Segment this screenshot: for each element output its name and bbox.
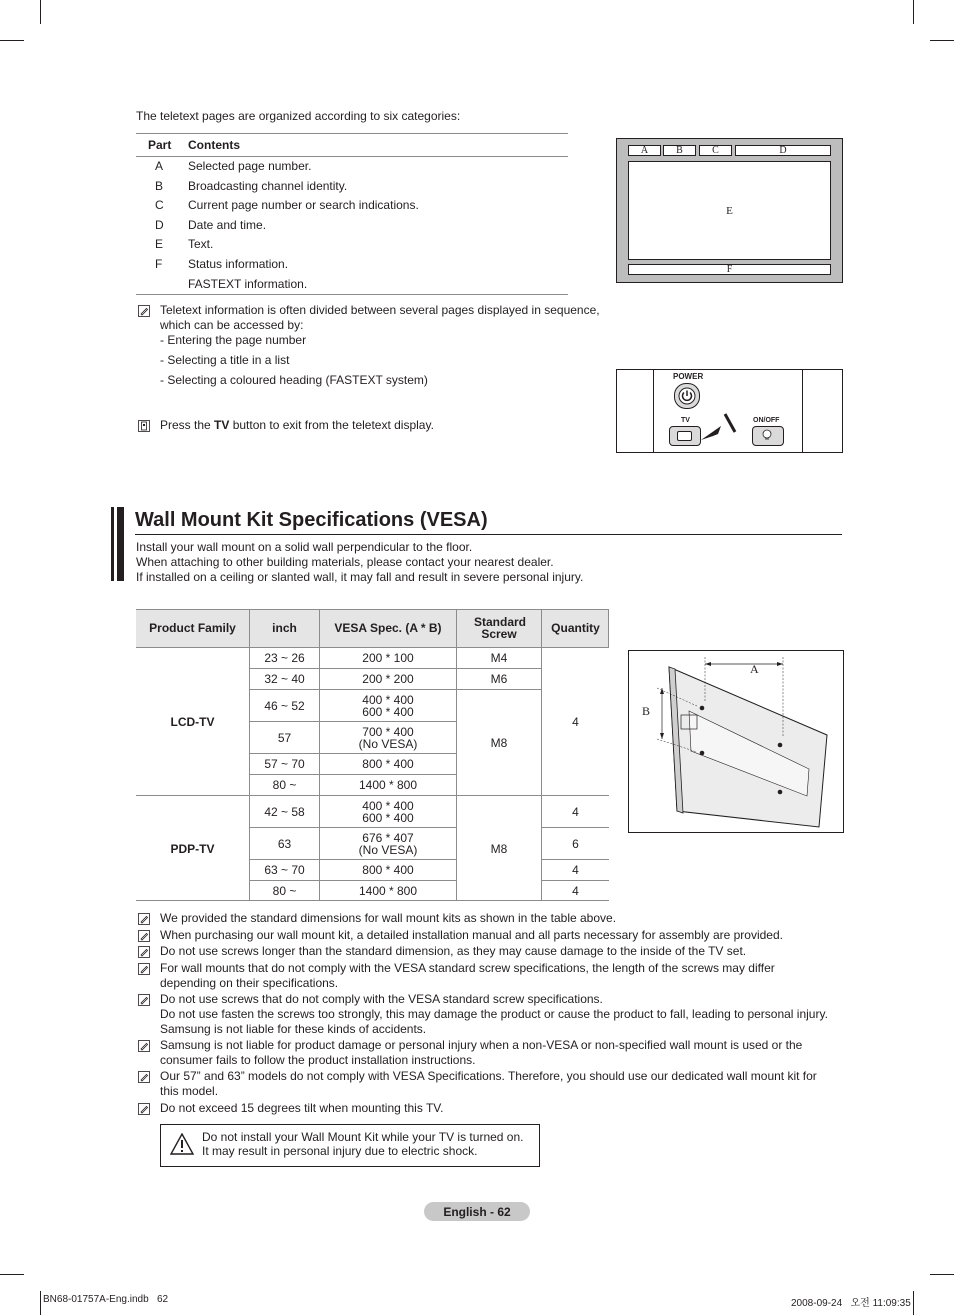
intro-text: The teletext pages are organized according to six categories: xyxy=(136,109,461,123)
crop-mark xyxy=(930,1274,954,1275)
spec-line: 600 * 400 xyxy=(362,810,414,825)
warning-icon xyxy=(170,1133,194,1155)
note-text: Samsung is not liable for product damage or personal injury when a non-VESA or non-specified wall mount is used or the xyxy=(160,1038,803,1052)
wall-mount-diagram xyxy=(628,650,844,833)
spec-cell xyxy=(320,722,456,753)
spec-line: (No VESA) xyxy=(358,842,418,857)
label-a: A xyxy=(640,145,649,156)
label-e: E xyxy=(726,204,733,217)
grid-line xyxy=(136,647,609,648)
family-lcd: LCD-TV xyxy=(170,714,215,729)
spec-cell: 800 * 400 xyxy=(362,757,414,771)
note-icon xyxy=(138,994,150,1006)
spec-cell xyxy=(320,828,456,859)
spec-cell: 1400 * 800 xyxy=(358,884,418,898)
spec-cell xyxy=(320,796,456,827)
note-text: Samsung is not liable for these kinds of accidents. xyxy=(160,1022,427,1036)
bullet-text: Selecting a title in a list xyxy=(167,353,290,367)
spec-cell: 800 * 400 xyxy=(362,863,414,877)
grid-line xyxy=(136,900,609,901)
screw-cell: M8 xyxy=(490,735,508,750)
screen-box-b xyxy=(663,145,696,156)
note-text: consumer fails to follow the product installation instructions. xyxy=(160,1053,476,1067)
quantity-cell: 4 xyxy=(572,884,579,898)
spec-line: 400 * 400 xyxy=(362,692,414,707)
inch-cell: 63 ~ 70 xyxy=(264,863,305,877)
spec-cell: 200 * 100 xyxy=(362,651,414,665)
dimension-label-b: B xyxy=(642,704,651,718)
tv-note-pre: Press the xyxy=(160,418,215,432)
spec-cell: 200 * 200 xyxy=(362,672,414,686)
parts-header-contents: Contents xyxy=(188,138,240,152)
part-letter: A xyxy=(155,159,164,173)
note-icon xyxy=(138,1103,150,1115)
spec-cell xyxy=(320,690,456,721)
grid-line xyxy=(250,880,457,881)
quantity-cell: 6 xyxy=(572,836,579,851)
inch-cell: 63 xyxy=(277,836,292,851)
install-text-line: If installed on a ceiling or slanted wall, it may fall and result in severe personal injury. xyxy=(136,570,584,584)
quantity-cell: 4 xyxy=(572,714,579,729)
note-icon xyxy=(138,963,150,975)
note-icon xyxy=(138,1071,150,1083)
tv-note xyxy=(160,418,434,433)
parts-header-part: Part xyxy=(148,138,172,152)
warning-line2: It may result in personal injury due to electric shock. xyxy=(202,1144,478,1158)
screw-cell: M4 xyxy=(490,651,508,665)
part-letter: F xyxy=(155,257,163,271)
grid-line xyxy=(542,880,609,881)
part-contents: Text. xyxy=(188,237,214,252)
vesa-header-cell: Product Family xyxy=(136,609,249,647)
spec-line: 676 * 407 xyxy=(362,830,414,845)
crop-mark xyxy=(0,1274,24,1275)
grid-line xyxy=(456,609,457,901)
teletext-note-line2: which can be accessed by: xyxy=(160,318,304,332)
note-icon xyxy=(138,913,150,925)
teletext-bullet: - Selecting a coloured heading (FASTEXT system) xyxy=(160,373,428,387)
inch-cell: 23 ~ 26 xyxy=(264,651,305,665)
vesa-header-cell: inch xyxy=(250,609,319,647)
note-text: Do not use fasten the screws too strongly, this may damage the product or cause the product to fall, leading to personal injury. xyxy=(160,1007,828,1021)
grid-line xyxy=(250,859,457,860)
inch-cell: 80 ~ xyxy=(272,778,297,792)
grid-line xyxy=(136,795,609,796)
teletext-bullet: - Entering the page number xyxy=(160,333,307,347)
screw-cell: M6 xyxy=(490,672,508,686)
grid-line xyxy=(250,668,541,669)
grid-line xyxy=(542,859,609,860)
screen-box-d xyxy=(735,145,831,156)
grid-line xyxy=(319,609,320,901)
standard-screw-header: Standard Screw xyxy=(474,615,527,641)
dimension-label-a: A xyxy=(750,662,759,676)
table-rule xyxy=(136,133,568,134)
grid-line xyxy=(250,774,457,775)
vesa-header-cell xyxy=(457,609,541,647)
part-contents: FASTEXT information. xyxy=(188,276,308,291)
part-letter: B xyxy=(155,178,164,193)
note-text: depending on their specifications. xyxy=(160,976,339,990)
note-icon xyxy=(138,946,150,958)
light-icon xyxy=(761,428,773,442)
tv-label: TV xyxy=(681,417,690,424)
grid-line xyxy=(250,827,457,828)
inch-cell: 46 ~ 52 xyxy=(264,698,305,713)
note-icon xyxy=(138,1040,150,1052)
part-contents: Broadcasting channel identity. xyxy=(188,178,348,193)
grid-line xyxy=(250,753,457,754)
crop-mark xyxy=(40,1291,41,1315)
family-pdp: PDP-TV xyxy=(170,841,215,856)
note-text: Our 57” and 63” models do not comply with VESA Specifications. Therefore, you should use our dedicated wall mount kit for xyxy=(160,1069,817,1083)
section-title: Wall Mount Kit Specifications (VESA) xyxy=(135,509,488,531)
note-text: When purchasing our wall mount kit, a detailed installation manual and all parts necessary for assembly are provided. xyxy=(160,928,783,942)
title-bar-mark xyxy=(117,507,124,581)
crop-mark xyxy=(930,40,954,41)
part-letter: D xyxy=(155,217,164,232)
grid-line xyxy=(136,609,609,610)
onoff-label: ON/OFF xyxy=(753,417,780,424)
footer-file: BN68-01757A-Eng.indb 62 xyxy=(43,1294,169,1305)
part-contents: Current page number or search indications. xyxy=(188,198,419,213)
label-c: C xyxy=(712,145,719,156)
inch-cell: 80 ~ xyxy=(272,884,297,898)
remote-illustration xyxy=(616,369,843,453)
spec-line: 600 * 400 xyxy=(362,704,414,719)
screw-cell: M8 xyxy=(490,841,508,856)
spec-line: (No VESA) xyxy=(358,736,418,751)
spec-line: 400 * 400 xyxy=(362,798,414,813)
note-icon xyxy=(138,305,150,317)
note-text: For wall mounts that do not comply with the VESA standard screw specifications, the length of the screws may differ xyxy=(160,961,775,975)
quantity-cell: 4 xyxy=(572,804,579,819)
quantity-cell: 4 xyxy=(572,863,579,877)
note-text: Do not use screws that do not comply with the VESA standard screw specifications. xyxy=(160,992,603,1006)
grid-line xyxy=(249,609,250,901)
inch-cell: 32 ~ 40 xyxy=(264,672,305,686)
title-bar-mark xyxy=(111,507,114,581)
crop-mark xyxy=(0,40,24,41)
screen-box-a xyxy=(628,145,661,156)
table-rule xyxy=(136,156,568,157)
crop-mark xyxy=(913,1291,914,1315)
crop-mark xyxy=(913,0,914,24)
screen-box-f xyxy=(628,264,831,275)
vesa-header-cell: VESA Spec. (A * B) xyxy=(320,609,456,647)
spec-line: 700 * 400 xyxy=(362,724,414,739)
part-letter: C xyxy=(155,198,164,213)
screen-box-e xyxy=(628,161,831,260)
note-text: We provided the standard dimensions for wall mount kits as shown in the table above. xyxy=(160,911,617,925)
vesa-table xyxy=(136,609,609,901)
bullet-text: Entering the page number xyxy=(167,333,307,347)
tv-note-bold: TV xyxy=(214,418,230,432)
note-text: Do not use screws longer than the standard dimension, as they may cause damage to the inside of the TV set. xyxy=(160,944,747,958)
inch-cell: 42 ~ 58 xyxy=(264,804,305,819)
power-label: POWER xyxy=(673,372,704,381)
label-f: F xyxy=(726,264,733,275)
grid-line xyxy=(541,609,542,901)
grid-line xyxy=(542,827,609,828)
power-icon xyxy=(678,387,696,405)
table-rule xyxy=(136,294,568,295)
vesa-header-cell: Quantity xyxy=(542,609,609,647)
bullet-text: Selecting a coloured heading (FASTEXT system) xyxy=(167,373,428,387)
part-contents: Date and time. xyxy=(188,217,267,232)
grid-line xyxy=(250,689,541,690)
install-text-line: Install your wall mount on a solid wall perpendicular to the floor. xyxy=(136,540,473,554)
install-text-line: When attaching to other building materials, please contact your nearest dealer. xyxy=(136,555,554,569)
warning-box xyxy=(160,1124,540,1167)
title-underline xyxy=(135,534,842,535)
label-b: B xyxy=(676,145,683,156)
warning-line1: Do not install your Wall Mount Kit while your TV is turned on. xyxy=(202,1130,524,1144)
remote-icon xyxy=(138,420,150,432)
label-d: D xyxy=(779,145,787,156)
tv-back-illustration xyxy=(629,651,843,832)
part-contents: Selected page number. xyxy=(188,159,312,173)
tv-note-post: button to exit from the teletext display. xyxy=(229,418,434,432)
crop-mark xyxy=(40,0,41,24)
page-number-badge: English - 62 xyxy=(424,1202,530,1221)
teletext-screen-diagram xyxy=(616,138,843,283)
teletext-bullet: - Selecting a title in a list xyxy=(160,353,290,367)
spec-cell: 1400 * 800 xyxy=(358,778,418,792)
teletext-note-line1: Teletext information is often divided between several pages displayed in sequence, xyxy=(160,303,600,317)
part-letter: E xyxy=(155,237,164,252)
part-contents: Status information. xyxy=(188,257,289,271)
pointer-arrow-icon xyxy=(699,410,739,446)
inch-cell: 57 xyxy=(277,730,292,745)
tv-button-face xyxy=(677,431,692,441)
screen-box-c xyxy=(699,145,732,156)
note-icon xyxy=(138,930,150,942)
grid-line xyxy=(608,609,609,648)
grid-line xyxy=(250,721,457,722)
note-text: Do not exceed 15 degrees tilt when mounting this TV. xyxy=(160,1101,444,1115)
inch-cell: 57 ~ 70 xyxy=(264,757,305,771)
note-text: this model. xyxy=(160,1084,219,1098)
footer-date: 2008-09-24 오전 11:09:35 xyxy=(791,1298,911,1309)
